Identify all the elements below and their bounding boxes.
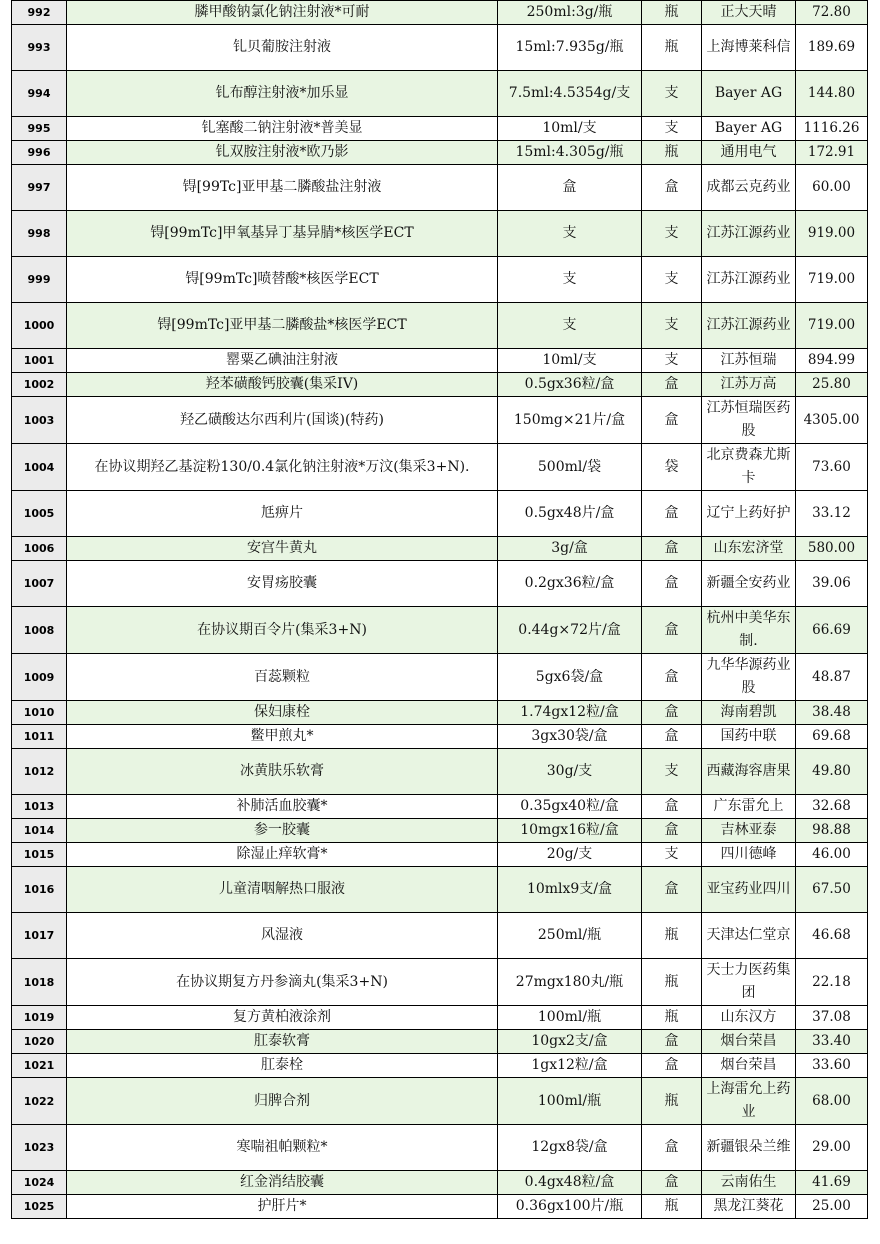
table-row <box>12 607 868 654</box>
price: 719.00 <box>796 257 868 303</box>
price: 144.80 <box>796 71 868 117</box>
row-number: 995 <box>12 117 67 141</box>
drug-unit: 盒 <box>642 561 702 607</box>
table-row <box>12 1125 868 1171</box>
manufacturer: 山东汉方 <box>702 1006 796 1030</box>
drug-unit: 瓶 <box>642 913 702 959</box>
manufacturer: 吉林亚泰 <box>702 819 796 843</box>
row-number: 1020 <box>12 1030 67 1054</box>
drug-name: 钆贝葡胺注射液 <box>67 25 498 71</box>
table-row <box>12 843 868 867</box>
drug-unit: 瓶 <box>642 1195 702 1219</box>
drug-spec: 支 <box>498 211 642 257</box>
table-row <box>12 165 868 211</box>
manufacturer: 上海博莱科信 <box>702 25 796 71</box>
table-row <box>12 444 868 491</box>
row-number: 1005 <box>12 491 67 537</box>
drug-unit: 盒 <box>642 1171 702 1195</box>
drug-spec: 1gx12粒/盒 <box>498 1054 642 1078</box>
drug-spec: 3g/盒 <box>498 537 642 561</box>
row-number: 1017 <box>12 913 67 959</box>
drug-name: 锝[99Tc]亚甲基二膦酸盐注射液 <box>67 165 498 211</box>
price: 580.00 <box>796 537 868 561</box>
manufacturer: 烟台荣昌 <box>702 1054 796 1078</box>
price: 894.99 <box>796 349 868 373</box>
row-number: 993 <box>12 25 67 71</box>
drug-unit: 盒 <box>642 795 702 819</box>
drug-unit: 支 <box>642 843 702 867</box>
price: 69.68 <box>796 725 868 749</box>
price: 48.87 <box>796 654 868 701</box>
drug-spec: 10ml/支 <box>498 117 642 141</box>
manufacturer: 辽宁上药好护 <box>702 491 796 537</box>
drug-unit: 盒 <box>642 491 702 537</box>
drug-unit: 瓶 <box>642 25 702 71</box>
drug-spec: 支 <box>498 257 642 303</box>
table-row <box>12 397 868 444</box>
drug-name: 在协议期复方丹参滴丸(集采3+N) <box>67 959 498 1006</box>
price: 172.91 <box>796 141 868 165</box>
drug-spec: 20g/支 <box>498 843 642 867</box>
table-row <box>12 913 868 959</box>
table-body <box>12 1 868 1219</box>
table-row <box>12 701 868 725</box>
row-number: 1023 <box>12 1125 67 1171</box>
drug-name: 安胃疡胶囊 <box>67 561 498 607</box>
drug-unit: 盒 <box>642 165 702 211</box>
row-number: 1024 <box>12 1171 67 1195</box>
row-number: 992 <box>12 1 67 25</box>
table-row <box>12 654 868 701</box>
drug-name: 锝[99mTc]甲氧基异丁基异腈*核医学ECT <box>67 211 498 257</box>
drug-spec: 0.4gx48粒/盒 <box>498 1171 642 1195</box>
drug-name: 归脾合剂 <box>67 1078 498 1125</box>
manufacturer: 烟台荣昌 <box>702 1030 796 1054</box>
drug-spec: 3gx30袋/盒 <box>498 725 642 749</box>
drug-spec: 10mlx9支/盒 <box>498 867 642 913</box>
manufacturer: 江苏万高 <box>702 373 796 397</box>
drug-spec: 0.36gx100片/瓶 <box>498 1195 642 1219</box>
price: 22.18 <box>796 959 868 1006</box>
drug-unit: 支 <box>642 71 702 117</box>
manufacturer: 海南碧凯 <box>702 701 796 725</box>
row-number: 1001 <box>12 349 67 373</box>
drug-spec: 0.44g×72片/盒 <box>498 607 642 654</box>
row-number: 1004 <box>12 444 67 491</box>
drug-unit: 瓶 <box>642 1 702 25</box>
table-row <box>12 749 868 795</box>
manufacturer: 亚宝药业四川 <box>702 867 796 913</box>
price: 46.68 <box>796 913 868 959</box>
table-row <box>12 1006 868 1030</box>
drug-unit: 盒 <box>642 537 702 561</box>
price: 60.00 <box>796 165 868 211</box>
manufacturer: 广东雷允上 <box>702 795 796 819</box>
drug-price-table <box>11 0 868 1219</box>
row-number: 1003 <box>12 397 67 444</box>
drug-unit: 支 <box>642 211 702 257</box>
price: 66.69 <box>796 607 868 654</box>
drug-spec: 0.5gx48片/盒 <box>498 491 642 537</box>
table-row <box>12 1078 868 1125</box>
drug-spec: 12gx8袋/盒 <box>498 1125 642 1171</box>
drug-unit: 袋 <box>642 444 702 491</box>
row-number: 1011 <box>12 725 67 749</box>
price: 919.00 <box>796 211 868 257</box>
drug-unit: 瓶 <box>642 1078 702 1125</box>
table-row <box>12 71 868 117</box>
table-row <box>12 373 868 397</box>
manufacturer: 正大天晴 <box>702 1 796 25</box>
drug-name: 钆布醇注射液*加乐显 <box>67 71 498 117</box>
drug-name: 鳖甲煎丸* <box>67 725 498 749</box>
price: 72.80 <box>796 1 868 25</box>
drug-name: 钆塞酸二钠注射液*普美显 <box>67 117 498 141</box>
drug-spec: 150mg×21片/盒 <box>498 397 642 444</box>
drug-spec: 15ml:7.935g/瓶 <box>498 25 642 71</box>
drug-name: 护肝片* <box>67 1195 498 1219</box>
drug-unit: 盒 <box>642 701 702 725</box>
price: 32.68 <box>796 795 868 819</box>
table-row <box>12 117 868 141</box>
drug-spec: 100ml/瓶 <box>498 1006 642 1030</box>
row-number: 1015 <box>12 843 67 867</box>
table-row <box>12 491 868 537</box>
price: 68.00 <box>796 1078 868 1125</box>
row-number: 1016 <box>12 867 67 913</box>
price: 719.00 <box>796 303 868 349</box>
drug-unit: 盒 <box>642 1125 702 1171</box>
drug-unit: 盒 <box>642 725 702 749</box>
table-row <box>12 959 868 1006</box>
price: 33.60 <box>796 1054 868 1078</box>
price: 33.12 <box>796 491 868 537</box>
price: 29.00 <box>796 1125 868 1171</box>
drug-name: 保妇康栓 <box>67 701 498 725</box>
drug-name: 锝[99mTc]亚甲基二膦酸盐*核医学ECT <box>67 303 498 349</box>
manufacturer: 江苏江源药业 <box>702 211 796 257</box>
row-number: 1009 <box>12 654 67 701</box>
drug-unit: 盒 <box>642 819 702 843</box>
price: 25.00 <box>796 1195 868 1219</box>
table-row <box>12 349 868 373</box>
table-row <box>12 725 868 749</box>
drug-spec: 0.35gx40粒/盒 <box>498 795 642 819</box>
drug-name: 尪痹片 <box>67 491 498 537</box>
drug-spec: 250ml/瓶 <box>498 913 642 959</box>
table-row <box>12 303 868 349</box>
drug-unit: 盒 <box>642 373 702 397</box>
table-row <box>12 257 868 303</box>
drug-unit: 盒 <box>642 397 702 444</box>
drug-unit: 瓶 <box>642 959 702 1006</box>
drug-unit: 支 <box>642 303 702 349</box>
table-row <box>12 867 868 913</box>
drug-name: 补肺活血胶囊* <box>67 795 498 819</box>
row-number: 1000 <box>12 303 67 349</box>
row-number: 1018 <box>12 959 67 1006</box>
manufacturer: 九华华源药业股 <box>702 654 796 701</box>
drug-unit: 盒 <box>642 654 702 701</box>
manufacturer: 新疆银朵兰维 <box>702 1125 796 1171</box>
row-number: 994 <box>12 71 67 117</box>
manufacturer: 杭州中美华东制. <box>702 607 796 654</box>
price: 39.06 <box>796 561 868 607</box>
price: 38.48 <box>796 701 868 725</box>
drug-name: 羟苯磺酸钙胶囊(集采IV) <box>67 373 498 397</box>
price: 98.88 <box>796 819 868 843</box>
price: 1116.26 <box>796 117 868 141</box>
table-row <box>12 1171 868 1195</box>
row-number: 1013 <box>12 795 67 819</box>
price: 73.60 <box>796 444 868 491</box>
manufacturer: 云南佑生 <box>702 1171 796 1195</box>
drug-spec: 15ml:4.305g/瓶 <box>498 141 642 165</box>
manufacturer: Bayer AG <box>702 117 796 141</box>
drug-unit: 盒 <box>642 1054 702 1078</box>
manufacturer: 江苏恒瑞医药股 <box>702 397 796 444</box>
drug-spec: 27mgx180丸/瓶 <box>498 959 642 1006</box>
price: 33.40 <box>796 1030 868 1054</box>
manufacturer: 黑龙江葵花 <box>702 1195 796 1219</box>
drug-name: 儿童清咽解热口服液 <box>67 867 498 913</box>
manufacturer: 江苏江源药业 <box>702 303 796 349</box>
drug-name: 在协议期百令片(集采3+N) <box>67 607 498 654</box>
drug-spec: 250ml:3g/瓶 <box>498 1 642 25</box>
price: 49.80 <box>796 749 868 795</box>
drug-spec: 7.5ml:4.5354g/支 <box>498 71 642 117</box>
drug-spec: 10ml/支 <box>498 349 642 373</box>
table-row <box>12 795 868 819</box>
drug-spec: 0.2gx36粒/盒 <box>498 561 642 607</box>
manufacturer: 山东宏济堂 <box>702 537 796 561</box>
row-number: 1010 <box>12 701 67 725</box>
row-number: 998 <box>12 211 67 257</box>
drug-name: 罂粟乙碘油注射液 <box>67 349 498 373</box>
drug-spec: 10mgx16粒/盒 <box>498 819 642 843</box>
manufacturer: 江苏江源药业 <box>702 257 796 303</box>
table-row <box>12 141 868 165</box>
table-row <box>12 25 868 71</box>
row-number: 997 <box>12 165 67 211</box>
drug-name: 寒喘祖帕颗粒* <box>67 1125 498 1171</box>
manufacturer: 江苏恒瑞 <box>702 349 796 373</box>
drug-unit: 盒 <box>642 607 702 654</box>
drug-spec: 支 <box>498 303 642 349</box>
drug-unit: 支 <box>642 749 702 795</box>
manufacturer: 天津达仁堂京 <box>702 913 796 959</box>
drug-unit: 支 <box>642 117 702 141</box>
price: 189.69 <box>796 25 868 71</box>
row-number: 1019 <box>12 1006 67 1030</box>
manufacturer: 上海雷允上药业 <box>702 1078 796 1125</box>
manufacturer: Bayer AG <box>702 71 796 117</box>
row-number: 1025 <box>12 1195 67 1219</box>
table-row <box>12 1 868 25</box>
manufacturer: 国药中联 <box>702 725 796 749</box>
drug-unit: 瓶 <box>642 1006 702 1030</box>
price: 25.80 <box>796 373 868 397</box>
drug-name: 百蕊颗粒 <box>67 654 498 701</box>
row-number: 1021 <box>12 1054 67 1078</box>
manufacturer: 新疆全安药业 <box>702 561 796 607</box>
drug-name: 参一胶囊 <box>67 819 498 843</box>
price: 67.50 <box>796 867 868 913</box>
manufacturer: 天士力医药集团 <box>702 959 796 1006</box>
drug-spec: 0.5gx36粒/盒 <box>498 373 642 397</box>
drug-unit: 支 <box>642 349 702 373</box>
price: 37.08 <box>796 1006 868 1030</box>
manufacturer: 四川德峰 <box>702 843 796 867</box>
table-row <box>12 211 868 257</box>
row-number: 1014 <box>12 819 67 843</box>
price: 4305.00 <box>796 397 868 444</box>
table-row <box>12 561 868 607</box>
table-row <box>12 1054 868 1078</box>
table-row <box>12 1030 868 1054</box>
drug-unit: 盒 <box>642 867 702 913</box>
drug-name: 红金消结胶囊 <box>67 1171 498 1195</box>
row-number: 1008 <box>12 607 67 654</box>
table-row <box>12 1195 868 1219</box>
drug-name: 羟乙磺酸达尔西利片(国谈)(特药) <box>67 397 498 444</box>
row-number: 1022 <box>12 1078 67 1125</box>
table-row <box>12 537 868 561</box>
drug-spec: 5gx6袋/盒 <box>498 654 642 701</box>
drug-name: 风湿液 <box>67 913 498 959</box>
drug-spec: 盒 <box>498 165 642 211</box>
drug-unit: 支 <box>642 257 702 303</box>
row-number: 1006 <box>12 537 67 561</box>
drug-name: 除湿止痒软膏* <box>67 843 498 867</box>
manufacturer: 通用电气 <box>702 141 796 165</box>
drug-spec: 10gx2支/盒 <box>498 1030 642 1054</box>
drug-spec: 100ml/瓶 <box>498 1078 642 1125</box>
manufacturer: 成都云克药业 <box>702 165 796 211</box>
table-row <box>12 819 868 843</box>
price: 46.00 <box>796 843 868 867</box>
drug-name: 安宫牛黄丸 <box>67 537 498 561</box>
drug-unit: 瓶 <box>642 141 702 165</box>
manufacturer: 北京费森尤斯卡 <box>702 444 796 491</box>
drug-spec: 30g/支 <box>498 749 642 795</box>
row-number: 1002 <box>12 373 67 397</box>
price: 41.69 <box>796 1171 868 1195</box>
drug-name: 肛泰软膏 <box>67 1030 498 1054</box>
drug-name: 钆双胺注射液*欧乃影 <box>67 141 498 165</box>
manufacturer: 西藏海容唐果 <box>702 749 796 795</box>
drug-name: 膦甲酸钠氯化钠注射液*可耐 <box>67 1 498 25</box>
row-number: 1007 <box>12 561 67 607</box>
row-number: 999 <box>12 257 67 303</box>
drug-name: 肛泰栓 <box>67 1054 498 1078</box>
drug-name: 冰黄肤乐软膏 <box>67 749 498 795</box>
drug-unit: 盒 <box>642 1030 702 1054</box>
row-number: 1012 <box>12 749 67 795</box>
drug-spec: 1.74gx12粒/盒 <box>498 701 642 725</box>
drug-name: 锝[99mTc]喷替酸*核医学ECT <box>67 257 498 303</box>
row-number: 996 <box>12 141 67 165</box>
drug-name: 在协议期羟乙基淀粉130/0.4氯化钠注射液*万汶(集采3+N). <box>67 444 498 491</box>
drug-name: 复方黄柏液涂剂 <box>67 1006 498 1030</box>
drug-spec: 500ml/袋 <box>498 444 642 491</box>
